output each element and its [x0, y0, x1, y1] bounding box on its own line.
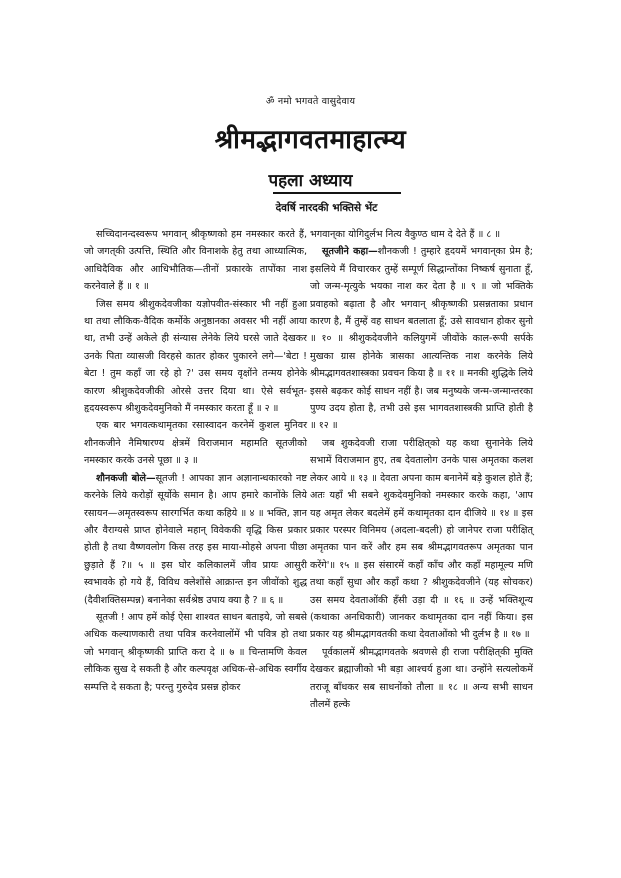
paragraph: [84, 609, 307, 696]
paragraph: [84, 296, 307, 418]
paragraph-text: शौनकजी ! तुम्हारे हृदयमें भगवान्‌का प्रेम है; इसलिये मैं विचारकर तुम्हें सम्पूर्ण सिद्धान्तोंका निष्कर्ष सुनाता हूँ, जो जन्म-मृत्युके भयका नाश कर देता है ॥ ९ ॥ जो भक्तिके प्रवाहको बढ़ाता है और भगवान् श्रीकृष्णकी प्रसन्नताका प्रधान कारण है, मैं तुम्हें वह साधन बतलाता हूँ; उसे सावधान होकर सुनो ॥ १० ॥ श्रीशुकदेवजीने कलियुगमें जीवोंके काल-रूपी सर्पके मुखका ग्रास होनेके त्रासका आत्यन्तिक नाश करनेके लिये श्रीमद्भागवतशास्त्रका प्रवचन किया है ॥ ११ ॥ मनकी शुद्धिके लिये इससे बढ़कर कोई साधन नहीं है। जब मनुष्यके जन्म-जन्मान्तरका पुण्य उदय होता है, तभी उसे इस भागवतशास्त्रकी प्राप्ति होती है ॥ १२ ॥: [310, 246, 533, 432]
chapter-heading: पहला अध्याय: [268, 171, 353, 191]
invocation-line: ॐ नमो भगवते वासुदेवाय: [265, 96, 356, 107]
section-heading: देवर्षि नारदकी भक्तिसे भेंट: [275, 202, 378, 214]
paragraph: [310, 644, 533, 714]
paragraph-text: भगवान्‌का योगिदुर्लभ नित्य वैकुण्ठ धाम दे देते हैं ॥ ८ ॥: [310, 229, 501, 240]
paragraph-text: जिस समय श्रीशुकदेवजीका यज्ञोपवीत-संस्कार भी नहीं हुआ था तथा लौकिक-वैदिक कर्मोके अनुष्ठानका अवसर भी नहीं आया था, तभी उन्हें अकेले ही संन्यास लेनेके लिये घरसे जाते देखकर उनके पिता व्यासजी विरहसे कातर होकर पुकारने लगे—'बेटा ! बेटा ! तुम कहाँ जा रहे हो ?' उस समय वृक्षोंने तन्मय होनेके कारण श्रीशुकदेवजीकी ओरसे उत्तर दिया था। ऐसे सर्वभूत-हृदयस्वरूप श्रीशुकदेवमुनिको मैं नमस्कार करता हूँ ॥ २ ॥: [84, 298, 307, 415]
paragraph-text: सूतजी ! आपका ज्ञान अज्ञानान्धकारको नष्ट करनेके लिये करोड़ों सूर्योके समान है। आप हमारे कानोंके लिये रसायन—अमृतस्वरूप सारगर्भित कथा कहिये ॥ ४ ॥ भक्ति, ज्ञान और वैराग्यसे प्राप्त होनेवाले महान् विवेककी वृद्धि किस प्रकार होती है तथा वैष्णवलोग किस तरह इस माया-मोहसे अपना पीछा छुड़ाते हैं ?॥ ५ ॥ इस घोर कलिकालमें जीव प्रायः आसुरी स्वभावके हो गये हैं, विविध क्लेशोंसे आक्रान्त इन जीवोंको शुद्ध (दैवीशक्तिसम्पन्न) बनानेका सर्वश्रेष्ठ उपाय क्या है ? ॥ ६ ॥: [84, 472, 307, 606]
speaker-lead: शौनकजी बोले—: [96, 472, 156, 484]
speaker-lead: सूतजीने कहा—: [322, 246, 378, 258]
paragraph: [84, 226, 307, 296]
paragraph-text: एक बार भगवत्कथामृतका रसास्वादन करनेमें कुशल मुनिवर शौनकजीने नैमिषारण्य क्षेत्रमें विराजमान महामति सूतजीको नमस्कार करके उनसे पूछा ॥ ३ ॥: [84, 420, 307, 467]
paragraph: [310, 435, 533, 644]
paragraph: [310, 226, 533, 243]
page-title: श्रीमद्भागवतमाहात्म्य: [214, 125, 407, 155]
paragraph-text: जब शुकदेवजी राजा परीक्षित्‌को यह कथा सुनानेके लिये सभामें विराजमान हुए, तब देवतालोग उनके पास अमृतका कलश लेकर आये ॥ १३ ॥ देवता अपना काम बनानेमें बड़े कुशल होते हैं; अतः यहाँ भी सबने शुकदेवमुनिको नमस्कार करके कहा, 'आप यह अमृत लेकर बदलेमें हमें कथामृतका दान दीजिये ॥ १४ ॥ इस प्रकार परस्पर विनिमय (अदला-बदली) हो जानेपर राजा परीक्षित् अमृतका पान करें और हम सब श्रीमद्भागवतरूप अमृतका पान करेंगे'॥ १५ ॥ इस संसारमें कहाँ काँच और कहाँ महामूल्य मणि तथा कहाँ सुधा और कहाँ कथा ? श्रीशुकदेवजीने (यह सोचकर) उस समय देवताओंकी हँसी उड़ा दी ॥ १६ ॥ उन्हें भक्तिशून्य (कथाका अनधिकारी) जानकर कथामृतका दान नहीं किया। इस प्रकार यह श्रीमद्भागवतकी कथा देवताओंको भी दुर्लभ है ॥ १७ ॥: [310, 437, 533, 641]
paragraph: [310, 243, 533, 434]
chapter-underline: [273, 192, 401, 194]
paragraph-text: पूर्वकालमें श्रीमद्भागवतके श्रवणसे ही राजा परीक्षित्‌की मुक्ति देखकर ब्रह्माजीको भी बड़ा आश्चर्य हुआ था। उन्होंने सत्यलोकमें तराजू बाँधकर सब साधनोंको तौला ॥ १८ ॥ अन्य सभी साधन तौलमें हल्के: [310, 646, 533, 710]
paragraph: [84, 417, 307, 469]
paragraph-text: सच्चिदानन्दस्वरूप भगवान् श्रीकृष्णको हम नमस्कार करते हैं, जो जगत्‌की उत्पत्ति, स्थिति और विनाशके हेतु तथा आध्यात्मिक, आधिदैविक और आधिभौतिक—तीनों प्रकारके तापोंका नाश करनेवाले हैं ॥ १ ॥: [84, 229, 307, 293]
left-text-column: [84, 226, 307, 696]
right-text-column: [310, 226, 533, 713]
paragraph: [84, 470, 307, 609]
paragraph-text: सूतजी ! आप हमें कोई ऐसा शाश्वत साधन बताइये, जो सबसे अधिक कल्याणकारी तथा पवित्र करनेवालोंमें भी पवित्र हो तथा जो भगवान् श्रीकृष्णकी प्राप्ति करा दे ॥ ७ ॥ चिन्तामणि केवल लौकिक सुख दे सकती है और कल्पवृक्ष अधिक-से-अधिक स्वर्गीय सम्पत्ति दे सकता है; परन्तु गुरुदेव प्रसन्न होकर: [84, 611, 307, 693]
